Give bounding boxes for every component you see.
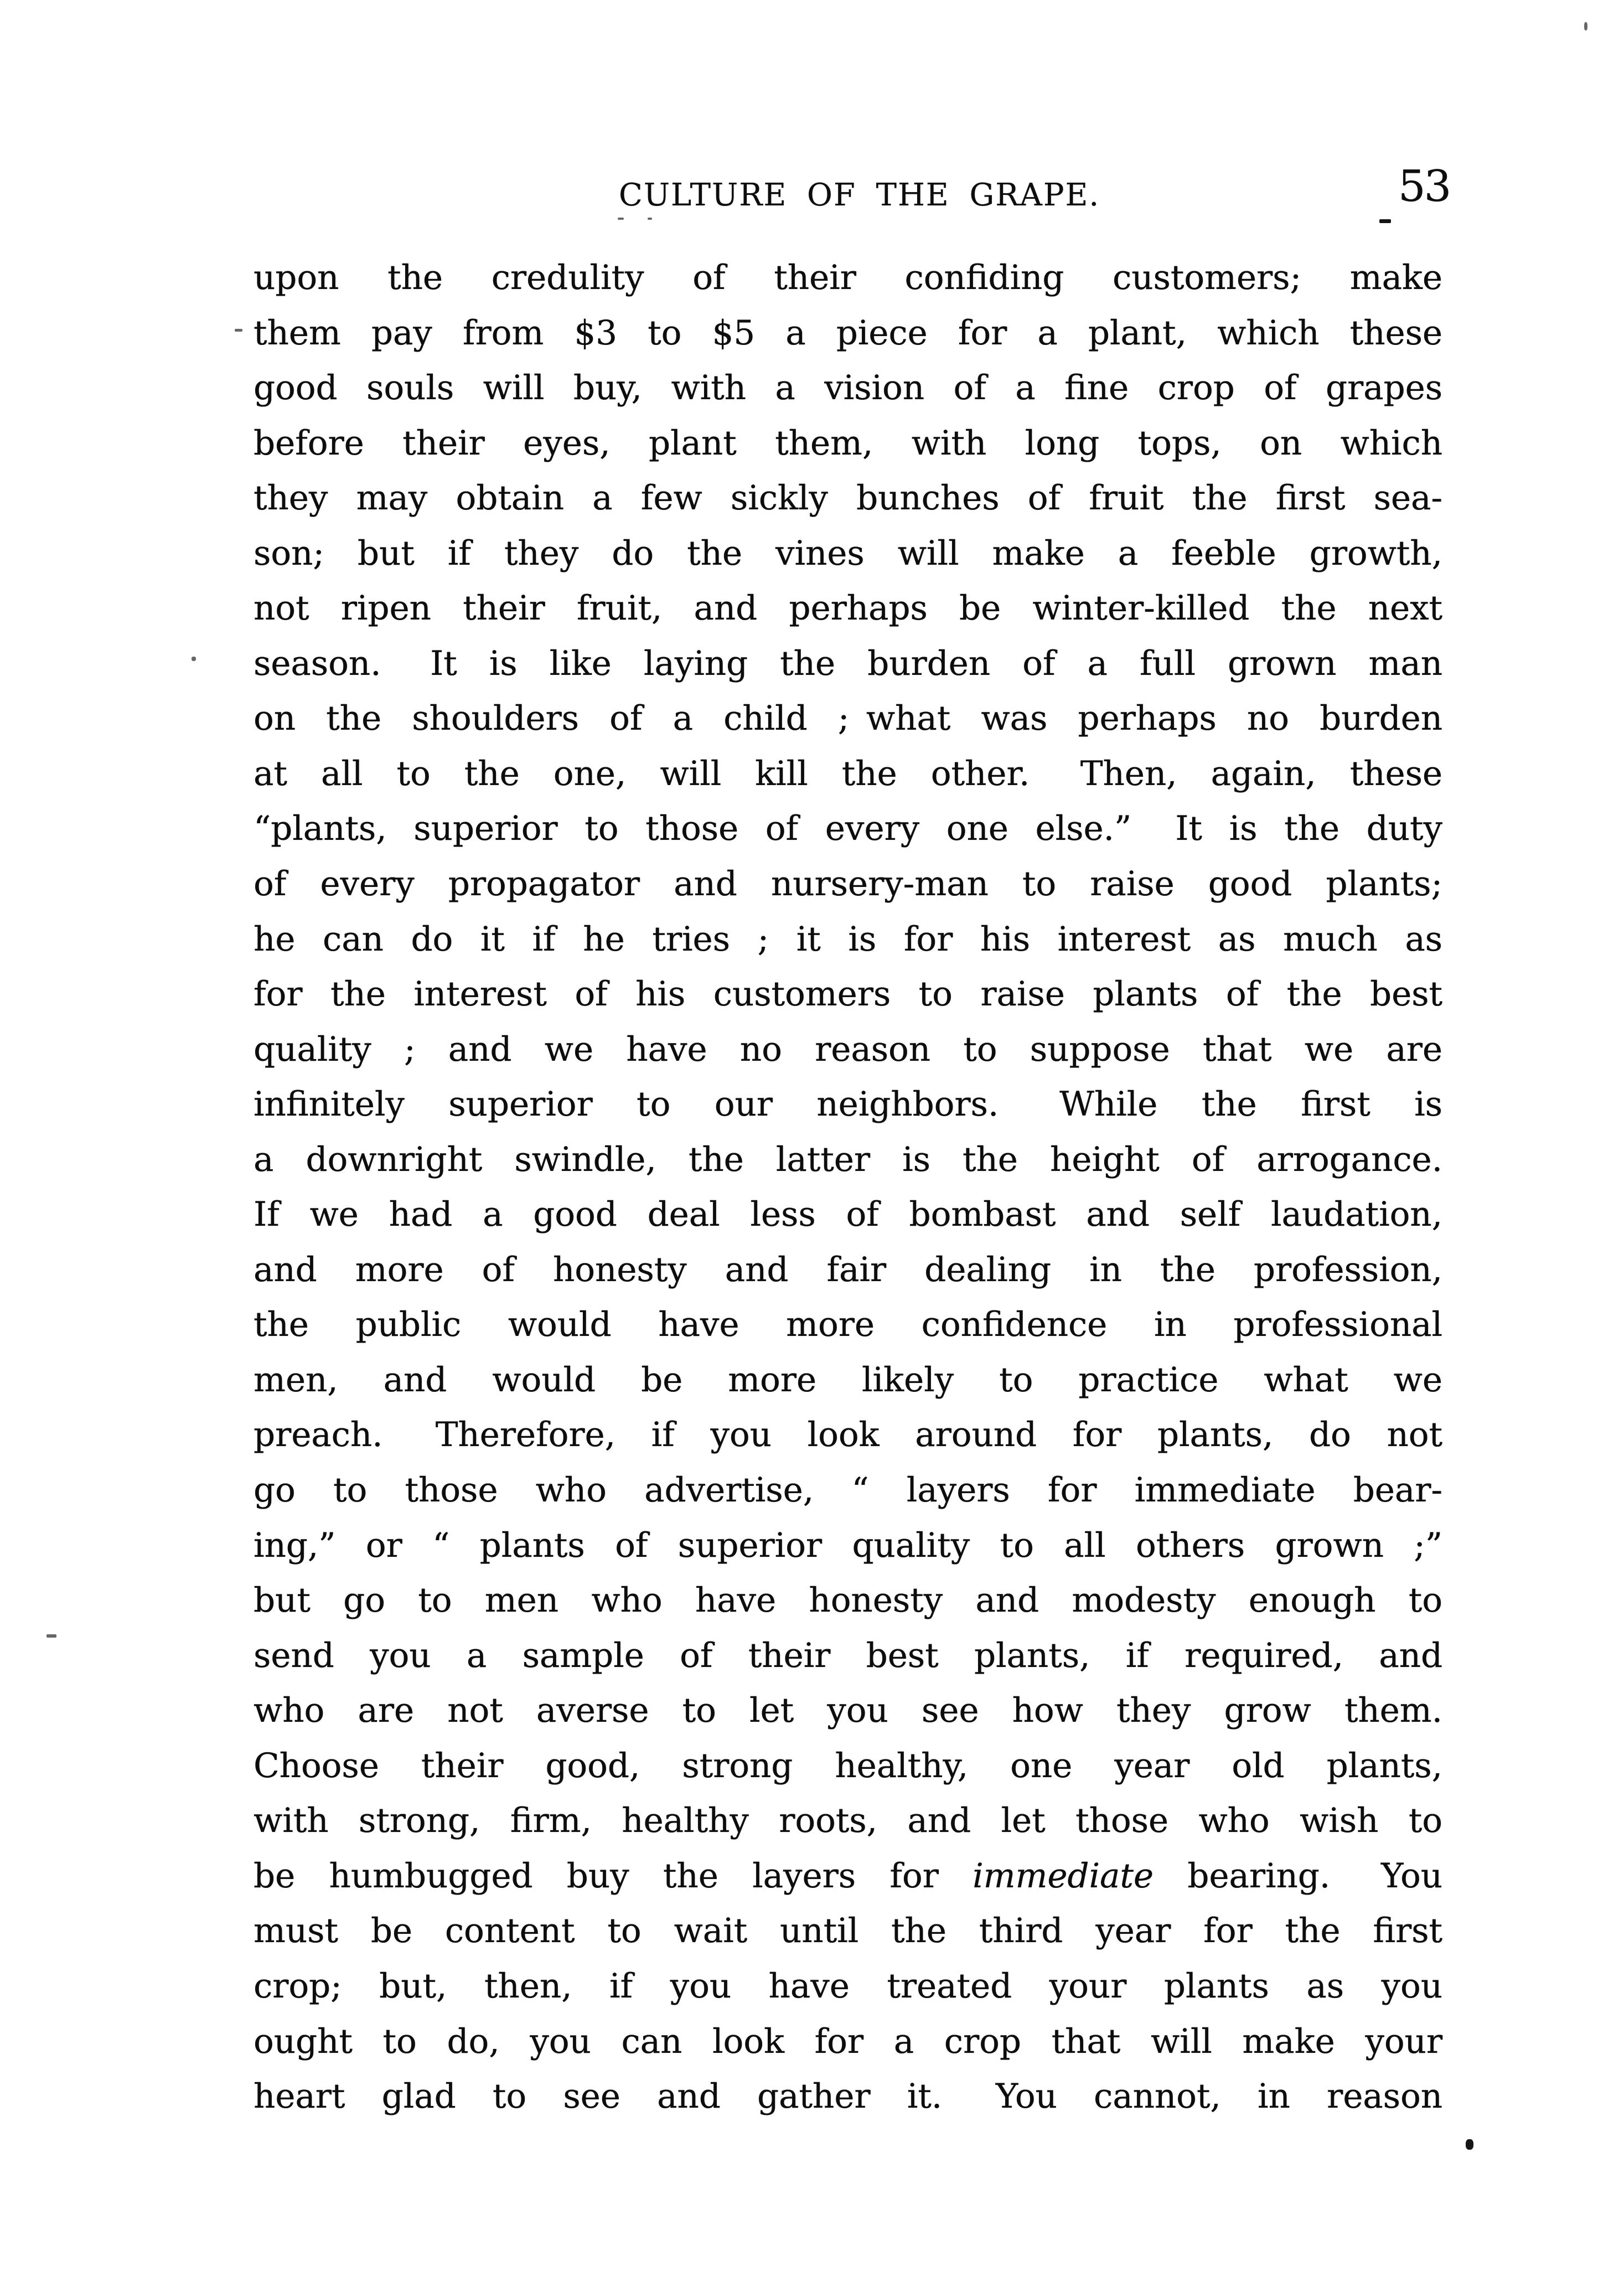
scan-speck (1379, 219, 1391, 223)
text-line: he can do it if he tries ; it is for his interest as much as (254, 919, 1442, 959)
text-line: preach. Therefore, if you look around for plants, do not (254, 1415, 1442, 1455)
text-line: heart glad to see and gather it. You cannot, in reason (254, 2077, 1442, 2117)
scan-speck (1466, 2139, 1473, 2150)
scan-speck (618, 218, 624, 220)
text-line: of every propagator and nursery-man to raise good plants; (254, 864, 1442, 904)
scan-speck (235, 329, 242, 332)
text-line: not ripen their fruit, and perhaps be winter-killed the next (254, 589, 1442, 628)
text-segment: bearing. You (1153, 1856, 1442, 1896)
text-line: the public would have more confidence in professional (254, 1305, 1442, 1345)
text-line: Choose their good, strong healthy, one year old plants, (254, 1746, 1442, 1785)
text-line: season. It is like laying the burden of a full grown man (254, 643, 1442, 683)
scan-speck (1584, 22, 1587, 30)
italic-word: immediate (973, 1856, 1154, 1896)
text-line: for the interest of his customers to raise plants of the best (254, 974, 1442, 1014)
running-head-title: CULTURE OF THE GRAPE. (619, 177, 1100, 213)
text-line: before their eyes, plant them, with long tops, on which (254, 423, 1442, 463)
scan-speck (46, 1634, 56, 1638)
scan-speck (192, 657, 196, 661)
text-line: go to those who advertise, “ layers for immediate bear- (254, 1470, 1442, 1510)
text-line: crop; but, then, if you have treated your plants as you (254, 1966, 1442, 2006)
text-line: son; but if they do the vines will make a feeble growth, (254, 533, 1442, 573)
text-line: at all to the one, will kill the other. Then, again, these (254, 753, 1442, 793)
scan-speck (648, 218, 652, 220)
body-text-block (254, 250, 1442, 2124)
text-line: them pay from $3 to $5 a piece for a plant, which these (254, 313, 1442, 353)
text-line: but go to men who have honesty and modesty enough to (254, 1581, 1442, 1620)
text-line: who are not averse to let you see how they grow them. (254, 1691, 1442, 1731)
text-line: infinitely superior to our neighbors. While the first is (254, 1085, 1442, 1124)
text-line: quality ; and we have no reason to suppose that we are (254, 1029, 1442, 1069)
text-line: they may obtain a few sickly bunches of fruit the first sea- (254, 478, 1442, 518)
text-line: ing,” or “ plants of superior quality to all others grown ;” (254, 1525, 1442, 1565)
text-line: ought to do, you can look for a crop that will make your (254, 2021, 1442, 2061)
text-line: a downright swindle, the latter is the height of arrogance. (254, 1139, 1442, 1179)
text-line: If we had a good deal less of bombast and self laudation, (254, 1195, 1442, 1235)
text-segment: be humbugged buy the layers for (254, 1856, 973, 1896)
text-line: upon the credulity of their confiding customers; make (254, 258, 1442, 297)
text-line-with-italic (254, 1849, 1442, 1904)
text-line: “plants, superior to those of every one else.” It is the duty (254, 809, 1442, 849)
text-line: men, and would be more likely to practice what we (254, 1360, 1442, 1400)
text-line: good souls will buy, with a vision of a fine crop of grapes (254, 368, 1442, 408)
text-line: must be content to wait until the third year for the first (254, 1911, 1442, 1951)
page-number: 53 (1398, 162, 1450, 211)
text-line: send you a sample of their best plants, if required, and (254, 1635, 1442, 1675)
text-line: and more of honesty and fair dealing in the profession, (254, 1250, 1442, 1289)
text-line: with strong, firm, healthy roots, and let those who wish to (254, 1801, 1442, 1841)
text-line: on the shoulders of a child ; what was perhaps no burden (254, 699, 1442, 739)
